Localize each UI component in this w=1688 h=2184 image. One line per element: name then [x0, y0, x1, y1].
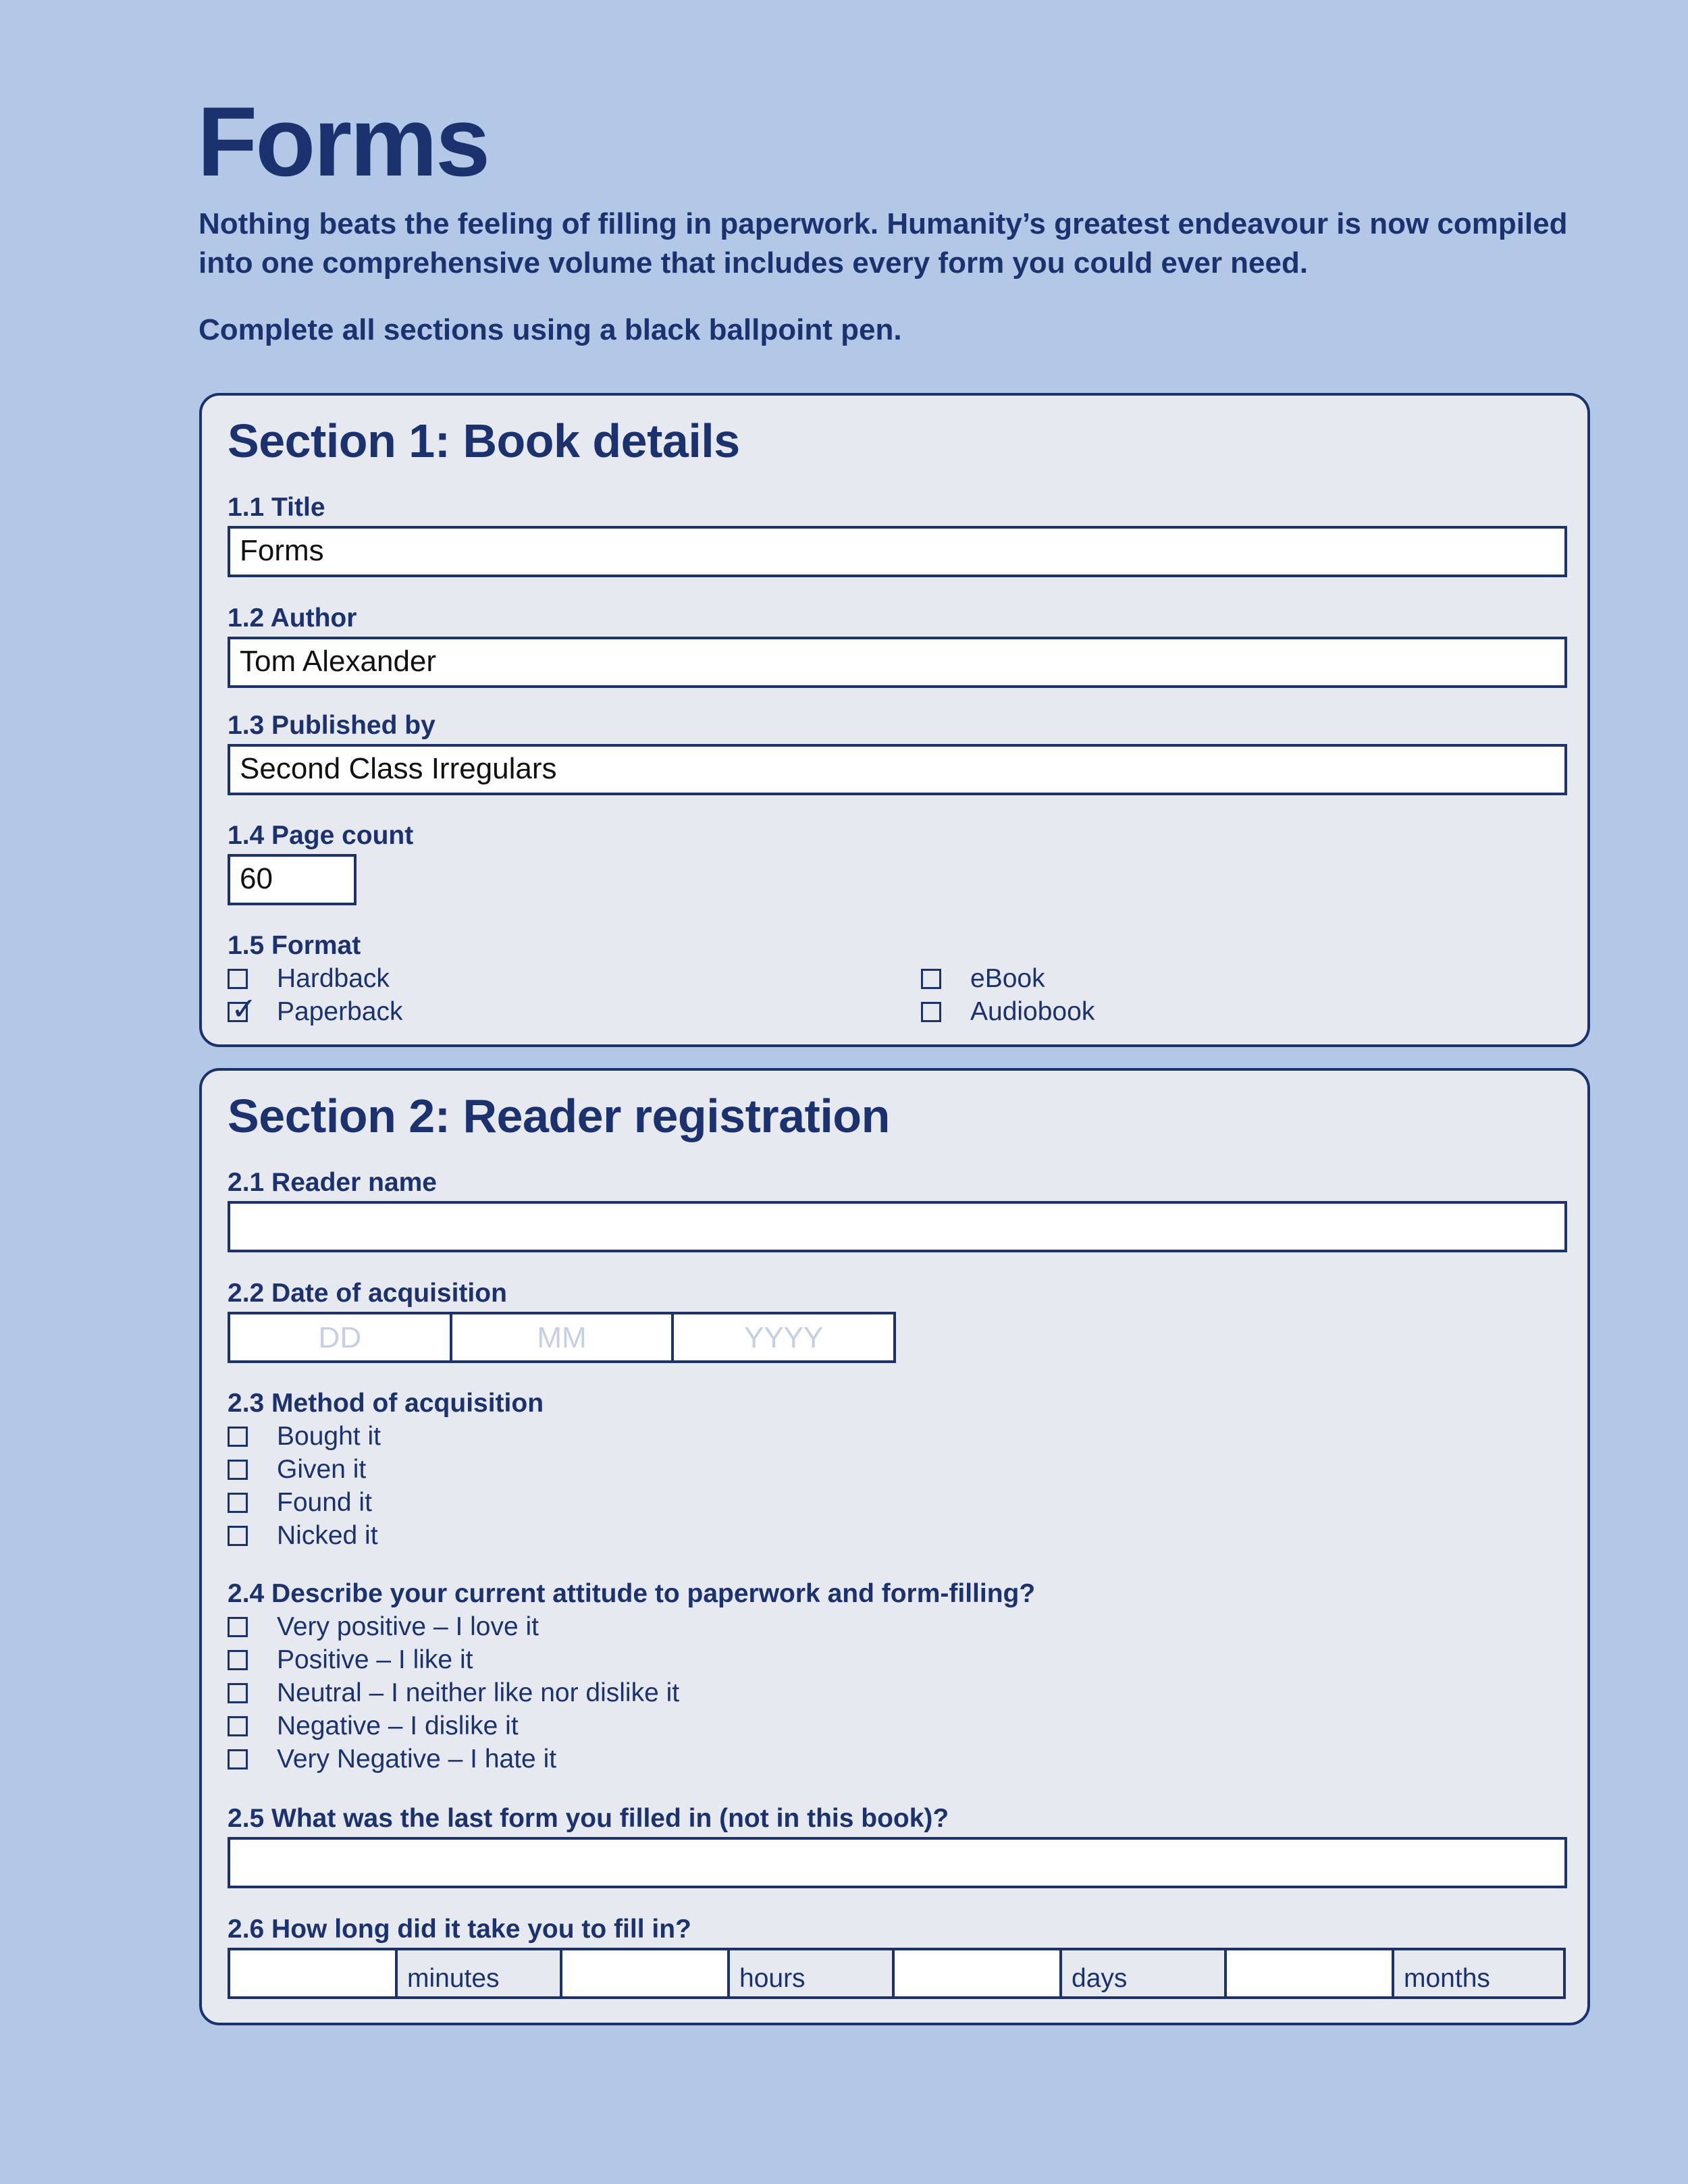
- publisher-field[interactable]: Second Class Irregulars: [228, 744, 1567, 795]
- option-label: Neutral – I neither like nor dislike it: [277, 1678, 680, 1707]
- instruction-text: Complete all sections using a black ballpoint pen.: [199, 313, 902, 346]
- author-label: 1.2 Author: [228, 604, 357, 633]
- option-label: Hardback: [277, 964, 390, 993]
- attitude-label: 2.4 Describe your current attitude to paperwork and form-filling?: [228, 1579, 1036, 1608]
- months-unit-label: months: [1394, 1950, 1563, 1996]
- option-label: Positive – I like it: [277, 1645, 473, 1674]
- minutes-input[interactable]: [230, 1950, 398, 1996]
- checkbox[interactable]: [921, 1002, 941, 1022]
- date-year-field[interactable]: YYYY: [743, 1321, 824, 1354]
- section-book-details: [199, 393, 1590, 1047]
- duration-field-group: [228, 1948, 1566, 1999]
- option-label: Audiobook: [970, 997, 1095, 1026]
- checkbox[interactable]: [228, 1460, 248, 1480]
- last-form-field[interactable]: [228, 1837, 1567, 1888]
- duration-label: 2.6 How long did it take you to fill in?: [228, 1915, 691, 1944]
- author-field[interactable]: Tom Alexander: [228, 637, 1567, 688]
- checkbox[interactable]: [228, 1650, 248, 1670]
- checkbox[interactable]: [228, 1493, 248, 1513]
- section-reader-registration: [199, 1068, 1590, 2025]
- page-count-label: 1.4 Page count: [228, 821, 414, 850]
- option-label: Nicked it: [277, 1521, 378, 1550]
- page-count-field[interactable]: 60: [228, 854, 357, 905]
- checkbox[interactable]: [228, 1749, 248, 1769]
- checkbox[interactable]: [228, 969, 248, 989]
- checkbox[interactable]: [228, 1427, 248, 1447]
- date-field-group: [228, 1312, 896, 1363]
- option-label: Negative – I dislike it: [277, 1711, 519, 1740]
- checkbox[interactable]: [228, 1617, 248, 1637]
- reader-name-field[interactable]: [228, 1201, 1567, 1252]
- option-label: Bought it: [277, 1422, 381, 1451]
- days-input[interactable]: [895, 1950, 1062, 1996]
- months-input[interactable]: [1227, 1950, 1394, 1996]
- checkbox[interactable]: [228, 1526, 248, 1546]
- checkbox[interactable]: [228, 1683, 248, 1703]
- check-mark-icon: ✓: [231, 991, 257, 1026]
- section-heading: Section 1: Book details: [228, 415, 740, 467]
- checkbox[interactable]: [921, 969, 941, 989]
- option-label: Very positive – I love it: [277, 1612, 539, 1641]
- option-label: Found it: [277, 1488, 372, 1517]
- last-form-label: 2.5 What was the last form you filled in (not in this book)?: [228, 1804, 949, 1833]
- option-label: eBook: [970, 964, 1045, 993]
- minutes-unit-label: minutes: [398, 1950, 562, 1996]
- publisher-label: 1.3 Published by: [228, 711, 436, 740]
- page-title: Forms: [197, 86, 489, 196]
- option-label: Paperback: [277, 997, 403, 1026]
- checkbox[interactable]: [228, 1716, 248, 1736]
- reader-name-label: 2.1 Reader name: [228, 1168, 438, 1197]
- method-label: 2.3 Method of acquisition: [228, 1389, 544, 1418]
- date-label: 2.2 Date of acquisition: [228, 1279, 507, 1308]
- format-label: 1.5 Format: [228, 931, 361, 960]
- checkbox-checked[interactable]: [228, 991, 257, 1026]
- intro-text: Nothing beats the feeling of filling in paperwork. Humanity’s greatest endeavour is now compiled into one comprehensive volume that includes every form you could ever need.: [199, 207, 1568, 279]
- title-field[interactable]: Forms: [228, 526, 1567, 577]
- hours-unit-label: hours: [730, 1950, 895, 1996]
- option-label: Very Negative – I hate it: [277, 1744, 557, 1774]
- title-label: 1.1 Title: [228, 493, 325, 522]
- section-heading: Section 2: Reader registration: [228, 1090, 890, 1142]
- date-month-field[interactable]: MM: [452, 1314, 675, 1360]
- date-day-field[interactable]: DD: [230, 1314, 452, 1360]
- option-label: Given it: [277, 1455, 367, 1484]
- days-unit-label: days: [1062, 1950, 1227, 1996]
- hours-input[interactable]: [562, 1950, 730, 1996]
